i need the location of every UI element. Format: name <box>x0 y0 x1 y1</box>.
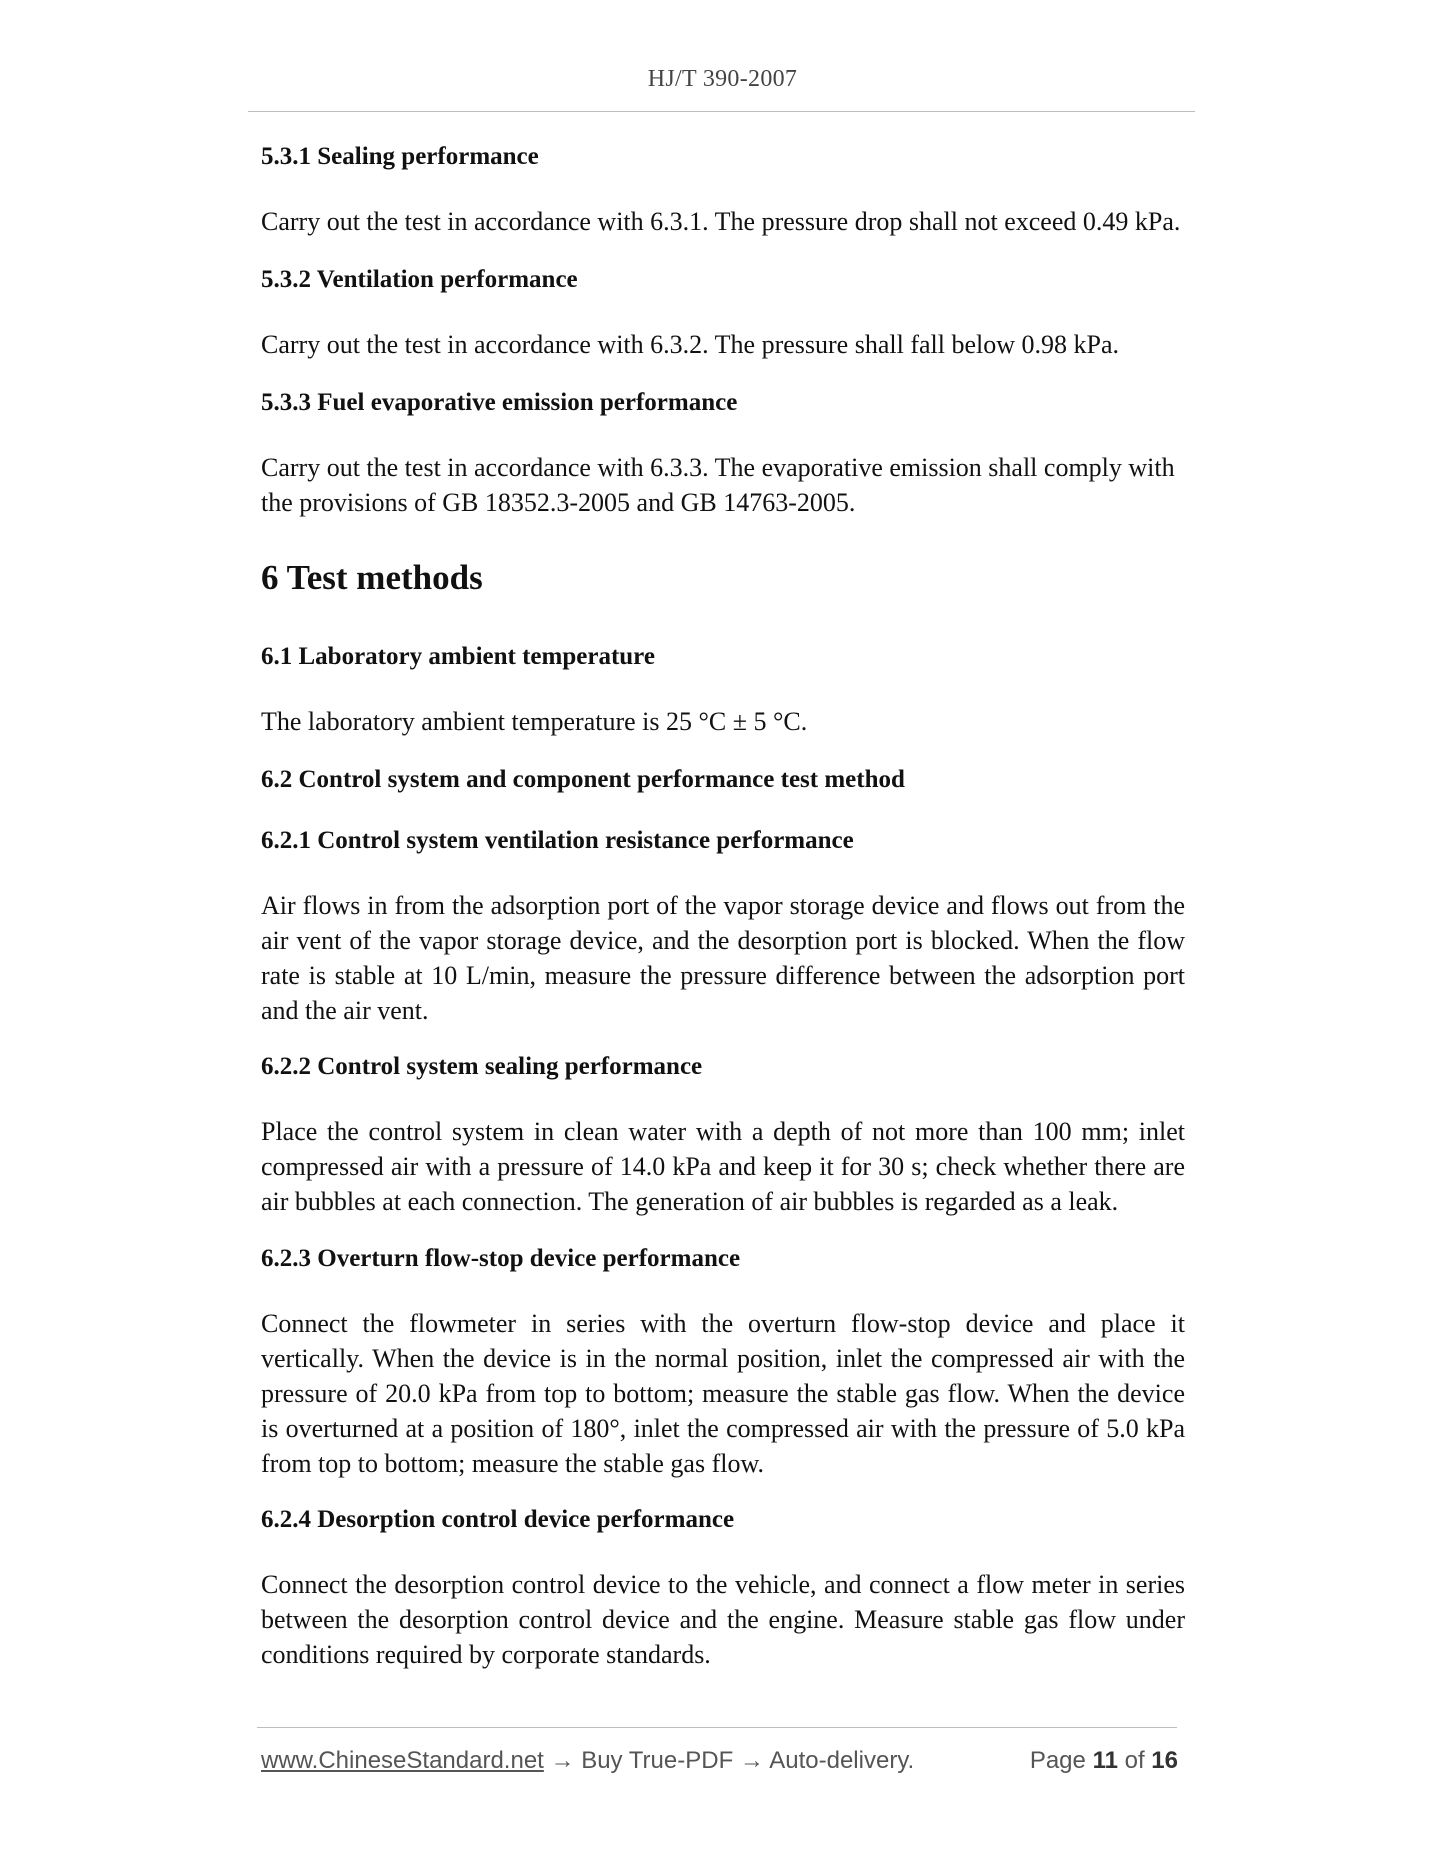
footer-promo <box>261 1747 914 1775</box>
buy-pdf-text: Buy True-PDF <box>581 1747 734 1774</box>
section-text-6-2-2: Place the control system in clean water with a depth of not more than 100 mm; inlet compressed air with a pressure of 14.0 kPa and keep it for 30 s; check whether there are air bubbles at each connection. The generation of air bubbles is regarded as a leak. <box>261 1117 1185 1216</box>
of-label: of <box>1124 1747 1145 1774</box>
chapter-heading-6: 6 Test methods <box>261 558 483 597</box>
section-text-5-3-1: Carry out the test in accordance with 6.3.1. The pressure drop shall not exceed 0.49 kPa. <box>261 207 1181 236</box>
section-heading-6-2-3: 6.2.3 Overturn flow-stop device performance <box>261 1245 741 1272</box>
section-heading-6-2-1: 6.2.1 Control system ventilation resistance performance <box>261 827 854 854</box>
current-page: 11 <box>1092 1747 1118 1774</box>
section-heading-5-3-1: 5.3.1 Sealing performance <box>261 143 539 170</box>
section-heading-6-2-4: 6.2.4 Desorption control device performance <box>261 1506 735 1533</box>
section-heading-6-1: 6.1 Laboratory ambient temperature <box>261 643 655 670</box>
website-link[interactable]: www.ChineseStandard.net <box>261 1747 544 1774</box>
page-label: Page <box>1029 1747 1086 1774</box>
section-heading-5-3-3: 5.3.3 Fuel evaporative emission performance <box>261 389 738 416</box>
section-text-6-2-4: Connect the desorption control device to the vehicle, and connect a flow meter in series between the desorption control device and the engine. Measure stable gas flow under conditions required by corporate standards. <box>261 1570 1185 1669</box>
page-number <box>1030 1747 1178 1775</box>
section-text-6-1: The laboratory ambient temperature is 25 °C ± 5 °C. <box>261 707 808 736</box>
section-text-5-3-2: Carry out the test in accordance with 6.3.2. The pressure shall fall below 0.98 kPa. <box>261 330 1120 359</box>
section-text-5-3-3: Carry out the test in accordance with 6.3.3. The evaporative emission shall comply with the provisions of GB 18352.3-2005 and GB 14763-2005. <box>261 453 1175 517</box>
total-pages: 16 <box>1151 1747 1178 1774</box>
section-text-6-2-3: Connect the flowmeter in series with the overturn flow-stop device and place it vertically. When the device is in the normal position, inlet the compressed air with the pressure of 20.0 kPa from top to bottom; measure the stable gas flow. When the device is overturned at a position of 180°, inlet the compressed air with the pressure of 5.0 kPa from top to bottom; measure the stable gas flow. <box>261 1309 1185 1478</box>
arrow-right-icon: → <box>739 1747 764 1774</box>
section-heading-6-2: 6.2 Control system and component performance test method <box>261 766 905 793</box>
footer-divider <box>257 1727 1177 1728</box>
section-text-6-2-1: Air flows in from the adsorption port of the vapor storage device and flows out from the air vent of the vapor storage device, and the desorption port is blocked. When the flow rate is stable at 10 L/min, measure the pressure difference between the adsorption port and the air vent. <box>261 891 1185 1025</box>
arrow-right-icon: → <box>550 1747 575 1774</box>
page-footer <box>261 1747 1181 1779</box>
auto-delivery-text: Auto-delivery. <box>769 1747 915 1774</box>
section-heading-5-3-2: 5.3.2 Ventilation performance <box>261 266 578 293</box>
section-heading-6-2-2: 6.2.2 Control system sealing performance <box>261 1053 703 1080</box>
document-code-header: HJ/T 390-2007 <box>647 66 798 92</box>
